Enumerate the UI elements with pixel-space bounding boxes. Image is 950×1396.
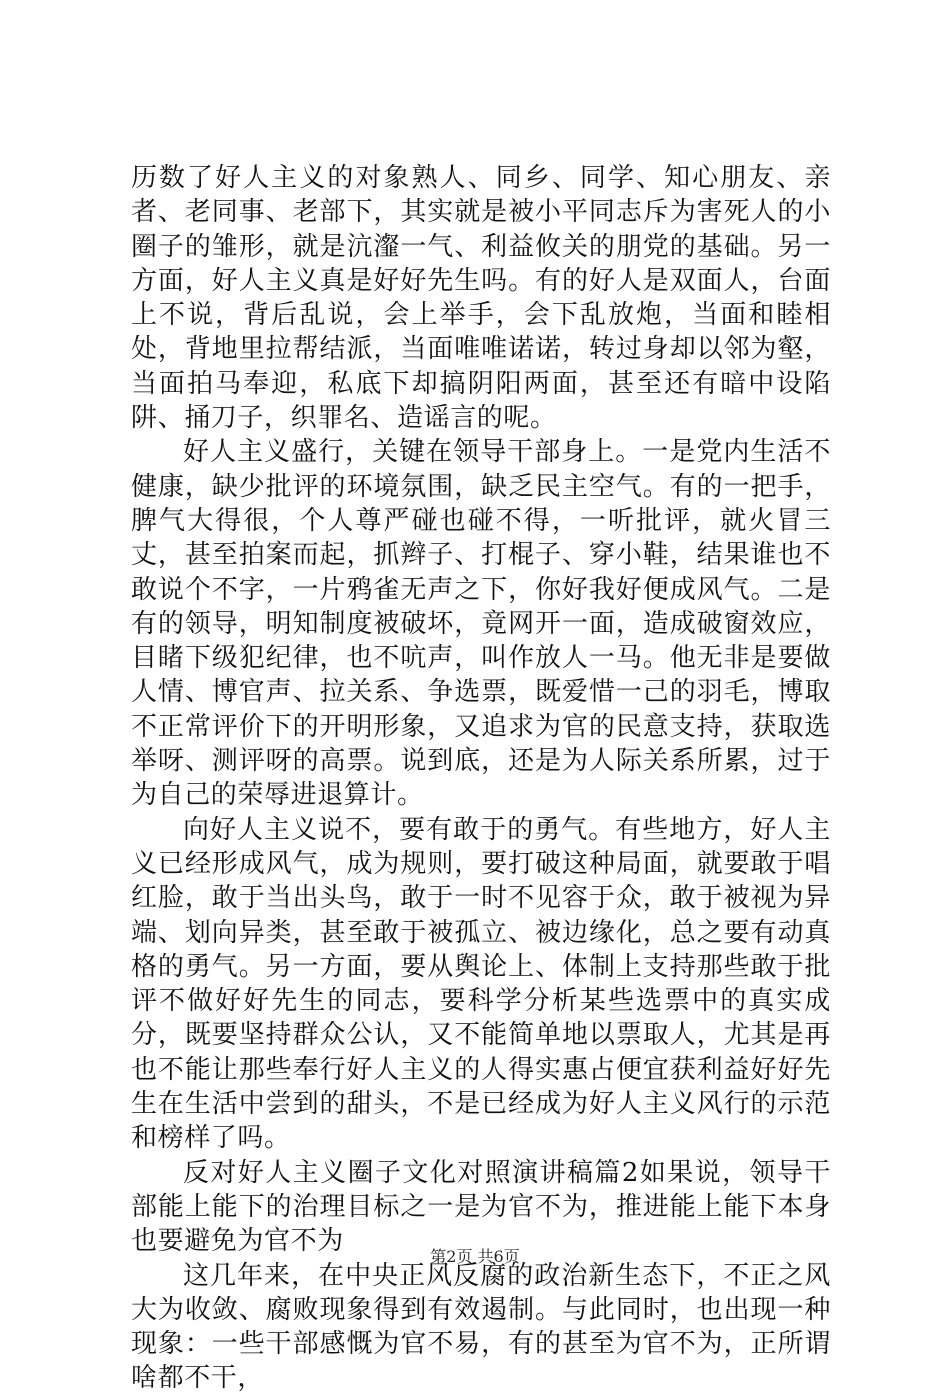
paragraph-5: 这几年来，在中央正风反腐的政治新生态下，不正之风大为收敛、腐败现象得到有效遏制。与此同时，也出现一种现象：一些干部感慨为官不易，有的甚至为官不为，正所谓啥都不干， — [131, 1260, 831, 1394]
paragraph-4: 反对好人主义圈子文化对照演讲稿篇2如果说，领导干部能上能下的治理目标之一是为官不为，推进能上能下本身也要避免为官不为 — [131, 1157, 831, 1257]
paragraph-3: 向好人主义说不，要有敢于的勇气。有些地方，好人主义已经形成风气，成为规则，要打破这种局面，就要敢于唱红脸，敢于当出头鸟，敢于一时不见容于众，敢于被视为异端、划向异类，甚至敢于被孤立、被边缘化，总之要有动真格的勇气。另一方面，要从舆论上、体制上支持那些敢于批评不做好好先生的同志，要科学分析某些选票中的真实成分，既要坚持群众公认，又不能简单地以票取人，尤其是再也不能让那些奉行好人主义的人得实惠占便宜获利益好好先生在生活中尝到的甜头，不是已经成为好人主义风行的示范和榜样了吗。 — [131, 814, 831, 1154]
page-footer: 第2页 共6页 — [430, 1247, 520, 1266]
document-body — [131, 161, 831, 1396]
paragraph-1: 历数了好人主义的对象熟人、同乡、同学、知心朋友、亲者、老同事、老部下，其实就是被小平同志斥为害死人的小圈子的雏形，就是沆瀣一气、利益攸关的朋党的基础。另一方面，好人主义真是好好先生吗。有的好人是双面人，台面上不说，背后乱说，会上举手，会下乱放炮，当面和睦相处，背地里拉帮结派，当面唯唯诺诺，转过身却以邻为壑，当面拍马奉迎，私底下却搞阴阳两面，甚至还有暗中设陷阱、捅刀子，织罪名、造谣言的呢。 — [131, 163, 831, 434]
paragraph-2: 好人主义盛行，关键在领导干部身上。一是党内生活不健康，缺少批评的环境氛围，缺乏民主空气。有的一把手，脾气大得很，个人尊严碰也碰不得，一听批评，就火冒三丈，甚至拍案而起，抓辫子、打棍子、穿小鞋，结果谁也不敢说个不字，一片鸦雀无声之下，你好我好便成风气。二是有的领导，明知制度被破坏，竟网开一面，造成破窗效应，目睹下级犯纪律，也不吭声，叫作放人一马。他无非是要做人情、博官声、拉关系、争选票，既爱惜一己的羽毛，博取不正常评价下的开明形象，又追求为官的民意支持，获取选举呀、测评呀的高票。说到底，还是为人际关系所累，过于为自己的荣辱进退算计。 — [131, 437, 831, 811]
